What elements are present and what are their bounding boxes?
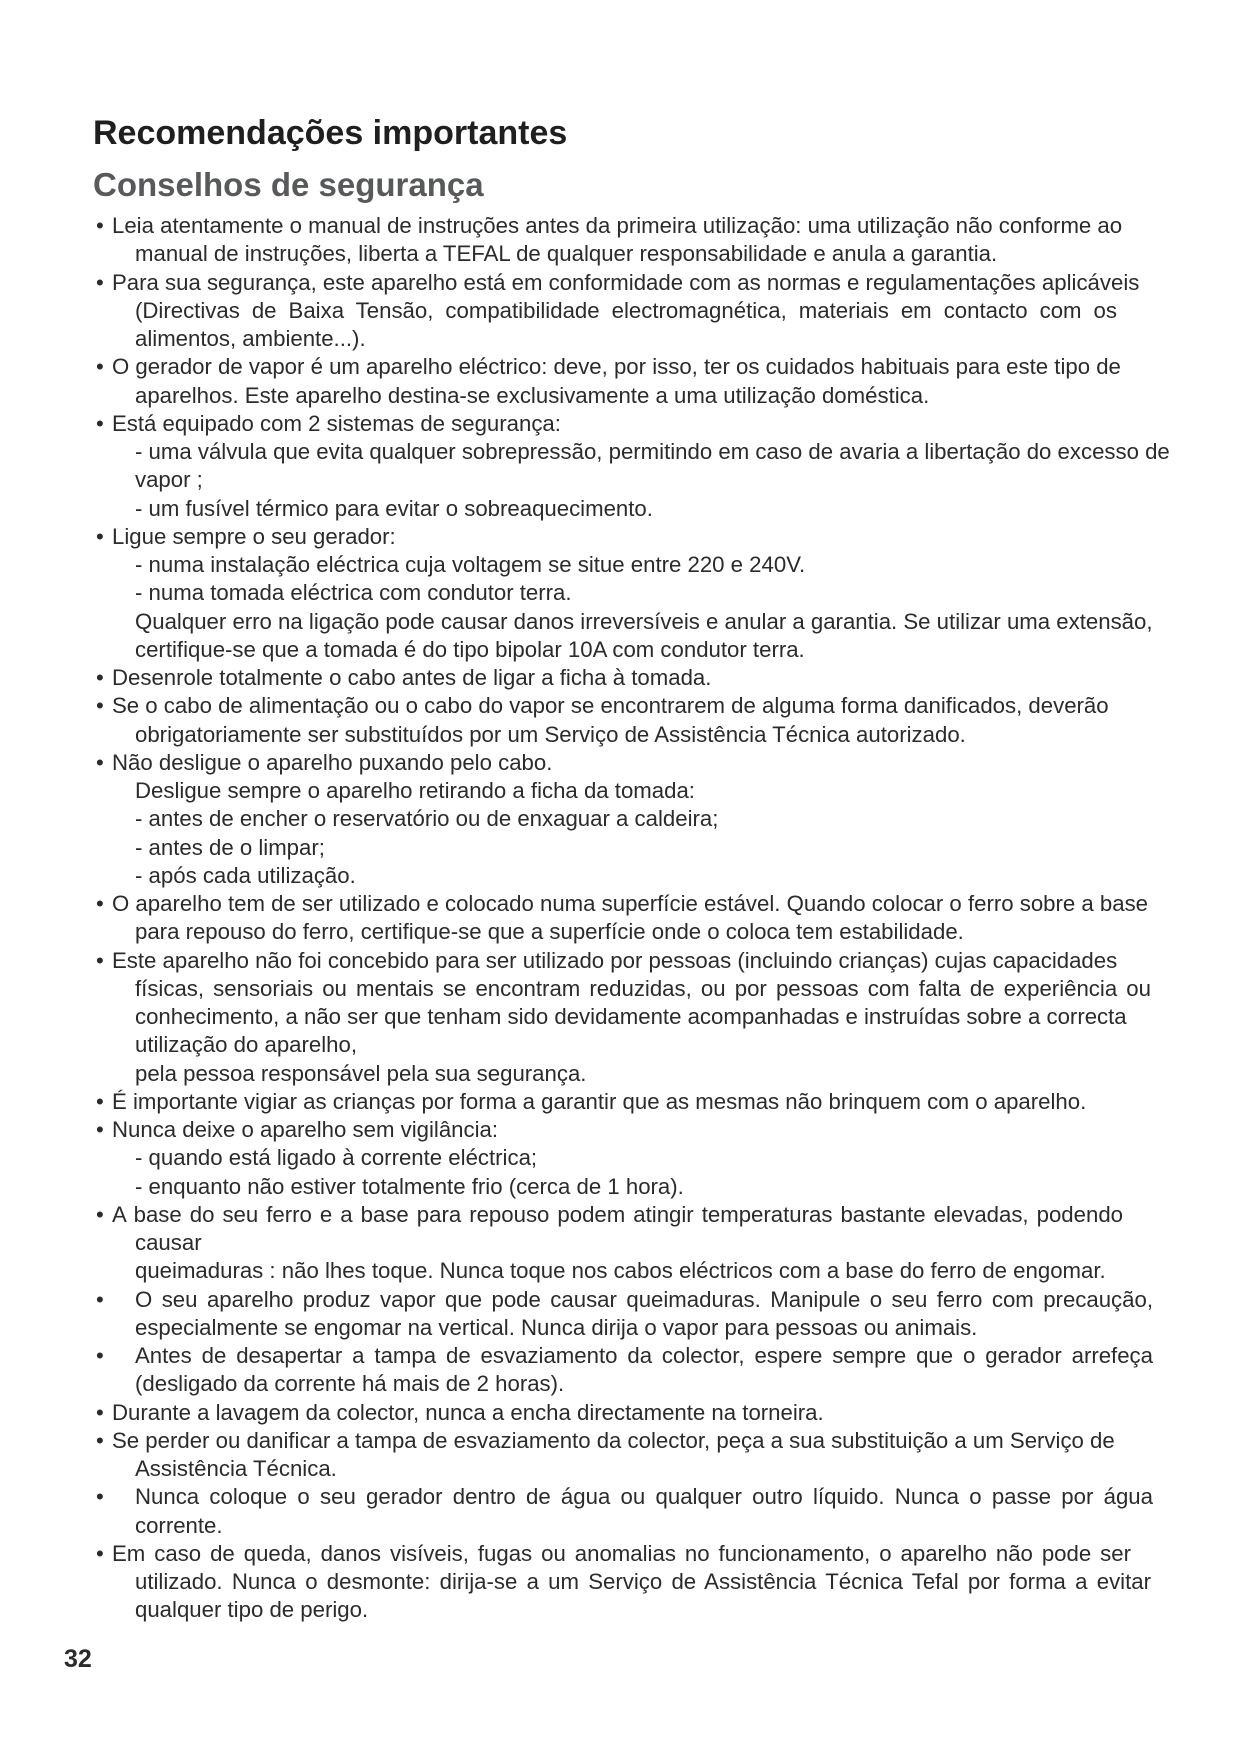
item-text: Antes de desapertar a tampa de esvaziamento da colector, espere sempre que o gerador arrefeça bbox=[135, 1343, 1153, 1368]
section-title: Conselhos de segurança bbox=[93, 166, 484, 203]
item-continuation-line bbox=[0, 297, 1241, 325]
item-continuation-line bbox=[0, 721, 1241, 749]
item-text: - numa instalação eléctrica cuja voltagem se situe entre 220 e 240V. bbox=[135, 552, 806, 577]
item-text: Este aparelho não foi concebido para ser utilizado por pessoas (incluindo crianças) cujas capacidades bbox=[112, 947, 1118, 973]
item-text: Está equipado com 2 sistemas de segurança: bbox=[112, 410, 561, 436]
item-text: - enquanto não estiver totalmente frio (cerca de 1 hora). bbox=[135, 1173, 684, 1199]
safety-item bbox=[0, 749, 1241, 890]
item-continuation-line bbox=[0, 551, 1241, 579]
item-text: - uma válvula que evita qualquer sobrepressão, permitindo em caso de avaria a libertação do excesso de bbox=[135, 439, 1170, 464]
item-text: físicas, sensoriais ou mentais se encontram reduzidas, ou por pessoas com falta de experiência ou bbox=[135, 975, 1151, 1001]
item-continuation-line bbox=[0, 466, 1241, 494]
item-continuation-line bbox=[0, 1512, 1241, 1540]
page-number: 32 bbox=[64, 1645, 92, 1673]
item-first-line bbox=[0, 890, 1241, 918]
bullet-marker: • bbox=[96, 1540, 104, 1566]
item-first-line bbox=[0, 410, 1241, 438]
item-first-line bbox=[0, 1286, 1241, 1314]
bullet-marker: • bbox=[96, 891, 104, 916]
item-text: O seu aparelho produz vapor que pode causar queimaduras. Manipule o seu ferro com precaução, bbox=[135, 1286, 1153, 1312]
item-text: Se o cabo de alimentação ou o cabo do vapor se encontrarem de alguma forma danificados, deverão bbox=[112, 693, 1109, 719]
bullet-marker: • bbox=[96, 1088, 104, 1114]
bullet-marker: • bbox=[96, 1399, 104, 1425]
item-text: Leia atentamente o manual de instruções antes da primeira utilização: uma utilização não conforme ao bbox=[112, 213, 1123, 238]
item-continuation-line bbox=[0, 1229, 1241, 1257]
item-first-line bbox=[0, 353, 1241, 381]
item-text: - um fusível térmico para evitar o sobreaquecimento. bbox=[135, 495, 653, 521]
item-text: corrente. bbox=[135, 1512, 223, 1538]
item-text: qualquer tipo de perigo. bbox=[135, 1597, 369, 1623]
item-continuation-line bbox=[0, 495, 1241, 523]
item-text: utilizado. Nunca o desmonte: dirija-se a um Serviço de Assistência Técnica Tefal por forma a evitar bbox=[135, 1569, 1151, 1594]
safety-item bbox=[0, 212, 1241, 269]
safety-item bbox=[0, 947, 1241, 1088]
bullet-marker: • bbox=[96, 523, 104, 549]
item-continuation-line bbox=[0, 1257, 1241, 1285]
item-text: vapor ; bbox=[135, 467, 203, 493]
item-text: Nunca deixe o aparelho sem vigilância: bbox=[112, 1117, 499, 1142]
item-continuation-line bbox=[0, 382, 1241, 410]
item-continuation-line bbox=[0, 1144, 1241, 1172]
item-continuation-line bbox=[0, 438, 1241, 466]
item-continuation-line bbox=[0, 834, 1241, 862]
item-first-line bbox=[0, 1201, 1241, 1229]
item-first-line bbox=[0, 1540, 1241, 1568]
item-first-line bbox=[0, 1483, 1241, 1511]
item-text: manual de instruções, liberta a TEFAL de qualquer responsabilidade e anula a garantia. bbox=[135, 241, 998, 267]
safety-item bbox=[0, 1088, 1241, 1116]
item-continuation-line bbox=[0, 1370, 1241, 1398]
safety-item bbox=[0, 664, 1241, 692]
item-text: especialmente se engomar na vertical. Nunca dirija o vapor para pessoas ou animais. bbox=[135, 1314, 978, 1340]
item-continuation-line bbox=[0, 1455, 1241, 1483]
item-first-line bbox=[0, 269, 1241, 297]
safety-item bbox=[0, 1201, 1241, 1286]
item-first-line bbox=[0, 1088, 1241, 1116]
bullet-marker: • bbox=[96, 1484, 104, 1510]
item-text: pela pessoa responsável pela sua segurança. bbox=[135, 1060, 587, 1086]
bullet-marker: • bbox=[96, 1427, 104, 1453]
item-continuation-line bbox=[0, 579, 1241, 607]
bullet-marker: • bbox=[96, 749, 104, 775]
safety-item bbox=[0, 1540, 1241, 1625]
item-continuation-line bbox=[0, 636, 1241, 664]
item-continuation-line bbox=[0, 805, 1241, 833]
item-first-line bbox=[0, 664, 1241, 692]
item-text: O aparelho tem de ser utilizado e colocado numa superfície estável. Quando colocar o ferro sobre a base bbox=[112, 891, 1149, 916]
safety-item bbox=[0, 1483, 1241, 1540]
item-continuation-line bbox=[0, 1173, 1241, 1201]
item-first-line bbox=[0, 1342, 1241, 1370]
item-text: - quando está ligado à corrente eléctrica; bbox=[135, 1145, 538, 1171]
item-continuation-line bbox=[0, 1003, 1241, 1031]
item-text: Qualquer erro na ligação pode causar danos irreversíveis e anular a garantia. Se utilizar uma extensão, bbox=[135, 608, 1153, 634]
item-text: - numa tomada eléctrica com condutor terra. bbox=[135, 580, 572, 606]
bullet-marker: • bbox=[96, 1201, 104, 1227]
item-text: Ligue sempre o seu gerador: bbox=[112, 523, 396, 549]
item-text: Em caso de queda, danos visíveis, fugas ou anomalias no funcionamento, o aparelho não pode ser bbox=[112, 1540, 1131, 1566]
item-text: utilização do aparelho, bbox=[135, 1032, 358, 1058]
item-text: Se perder ou danificar a tampa de esvaziamento da colector, peça a sua substituição a um Serviço de bbox=[112, 1427, 1115, 1453]
item-first-line bbox=[0, 523, 1241, 551]
item-text: alimentos, ambiente...). bbox=[135, 326, 366, 351]
bullet-marker: • bbox=[96, 1117, 104, 1142]
bullet-marker: • bbox=[96, 269, 104, 295]
item-text: Assistência Técnica. bbox=[135, 1456, 337, 1481]
item-continuation-line bbox=[0, 1031, 1241, 1059]
item-text: O gerador de vapor é um aparelho eléctrico: deve, por isso, ter os cuidados habituais para este tipo de bbox=[112, 354, 1121, 380]
item-text: Não desligue o aparelho puxando pelo cabo. bbox=[112, 749, 553, 775]
item-first-line bbox=[0, 1116, 1241, 1144]
item-continuation-line bbox=[0, 975, 1241, 1003]
item-text: - após cada utilização. bbox=[135, 862, 356, 888]
item-text: Para sua segurança, este aparelho está em conformidade com as normas e regulamentações aplicáveis bbox=[112, 269, 1140, 295]
bullet-marker: • bbox=[96, 693, 104, 719]
item-continuation-line bbox=[0, 777, 1241, 805]
page-title: Recomendações importantes bbox=[93, 114, 568, 152]
item-text: Desenrole totalmente o cabo antes de ligar a ficha à tomada. bbox=[112, 665, 712, 690]
safety-item bbox=[0, 410, 1241, 523]
item-text: aparelhos. Este aparelho destina-se exclusivamente a uma utilização doméstica. bbox=[135, 382, 930, 408]
bullet-marker: • bbox=[96, 1343, 104, 1368]
item-text: certifique-se que a tomada é do tipo bipolar 10A com condutor terra. bbox=[135, 636, 805, 662]
item-continuation-line bbox=[0, 918, 1241, 946]
item-first-line bbox=[0, 749, 1241, 777]
item-text: obrigatoriamente ser substituídos por um Serviço de Assistência Técnica autorizado. bbox=[135, 721, 966, 747]
item-first-line bbox=[0, 212, 1241, 240]
item-first-line bbox=[0, 947, 1241, 975]
item-text: - antes de o limpar; bbox=[135, 834, 325, 860]
safety-item bbox=[0, 523, 1241, 664]
item-continuation-line bbox=[0, 240, 1241, 268]
item-text: para repouso do ferro, certifique-se que a superfície onde o coloca tem estabilidade. bbox=[135, 919, 964, 945]
item-text: causar bbox=[135, 1230, 202, 1255]
bullet-marker: • bbox=[96, 665, 104, 690]
item-continuation-line bbox=[0, 1314, 1241, 1342]
safety-item bbox=[0, 890, 1241, 947]
bullet-marker: • bbox=[96, 410, 104, 436]
item-continuation-line bbox=[0, 325, 1241, 353]
safety-list bbox=[0, 212, 1241, 1625]
safety-item bbox=[0, 692, 1241, 749]
item-text: Durante a lavagem da colector, nunca a encha directamente na torneira. bbox=[112, 1399, 824, 1425]
safety-item bbox=[0, 1399, 1241, 1427]
safety-item bbox=[0, 353, 1241, 410]
item-text: É importante vigiar as crianças por forma a garantir que as mesmas não brinquem com o aparelho. bbox=[112, 1088, 1087, 1114]
item-text: Nunca coloque o seu gerador dentro de água ou qualquer outro líquido. Nunca o passe por água bbox=[135, 1484, 1153, 1510]
item-text: conhecimento, a não ser que tenham sido devidamente acompanhadas e instruídas sobre a correcta bbox=[135, 1004, 1127, 1029]
bullet-marker: • bbox=[96, 213, 104, 238]
safety-item bbox=[0, 269, 1241, 354]
safety-item bbox=[0, 1286, 1241, 1343]
safety-item bbox=[0, 1116, 1241, 1201]
bullet-marker: • bbox=[96, 354, 104, 380]
item-continuation-line bbox=[0, 1596, 1241, 1624]
item-first-line bbox=[0, 1427, 1241, 1455]
item-continuation-line bbox=[0, 1060, 1241, 1088]
item-text: - antes de encher o reservatório ou de enxaguar a caldeira; bbox=[135, 806, 719, 832]
bullet-marker: • bbox=[96, 947, 104, 973]
item-text: A base do seu ferro e a base para repouso podem atingir temperaturas bastante elevadas, podendo bbox=[112, 1201, 1123, 1227]
bullet-marker: • bbox=[96, 1286, 104, 1312]
safety-item bbox=[0, 1427, 1241, 1484]
item-first-line bbox=[0, 1399, 1241, 1427]
item-text: (Directivas de Baixa Tensão, compatibilidade electromagnética, materiais em contacto com os bbox=[135, 297, 1117, 323]
item-text: (desligado da corrente há mais de 2 horas). bbox=[135, 1371, 565, 1397]
item-continuation-line bbox=[0, 1568, 1241, 1596]
item-continuation-line bbox=[0, 862, 1241, 890]
item-text: queimaduras : não lhes toque. Nunca toque nos cabos eléctricos com a base do ferro de engomar. bbox=[135, 1258, 1106, 1284]
item-text: Desligue sempre o aparelho retirando a ficha da tomada: bbox=[135, 778, 695, 803]
item-continuation-line bbox=[0, 608, 1241, 636]
safety-item bbox=[0, 1342, 1241, 1399]
item-first-line bbox=[0, 692, 1241, 720]
